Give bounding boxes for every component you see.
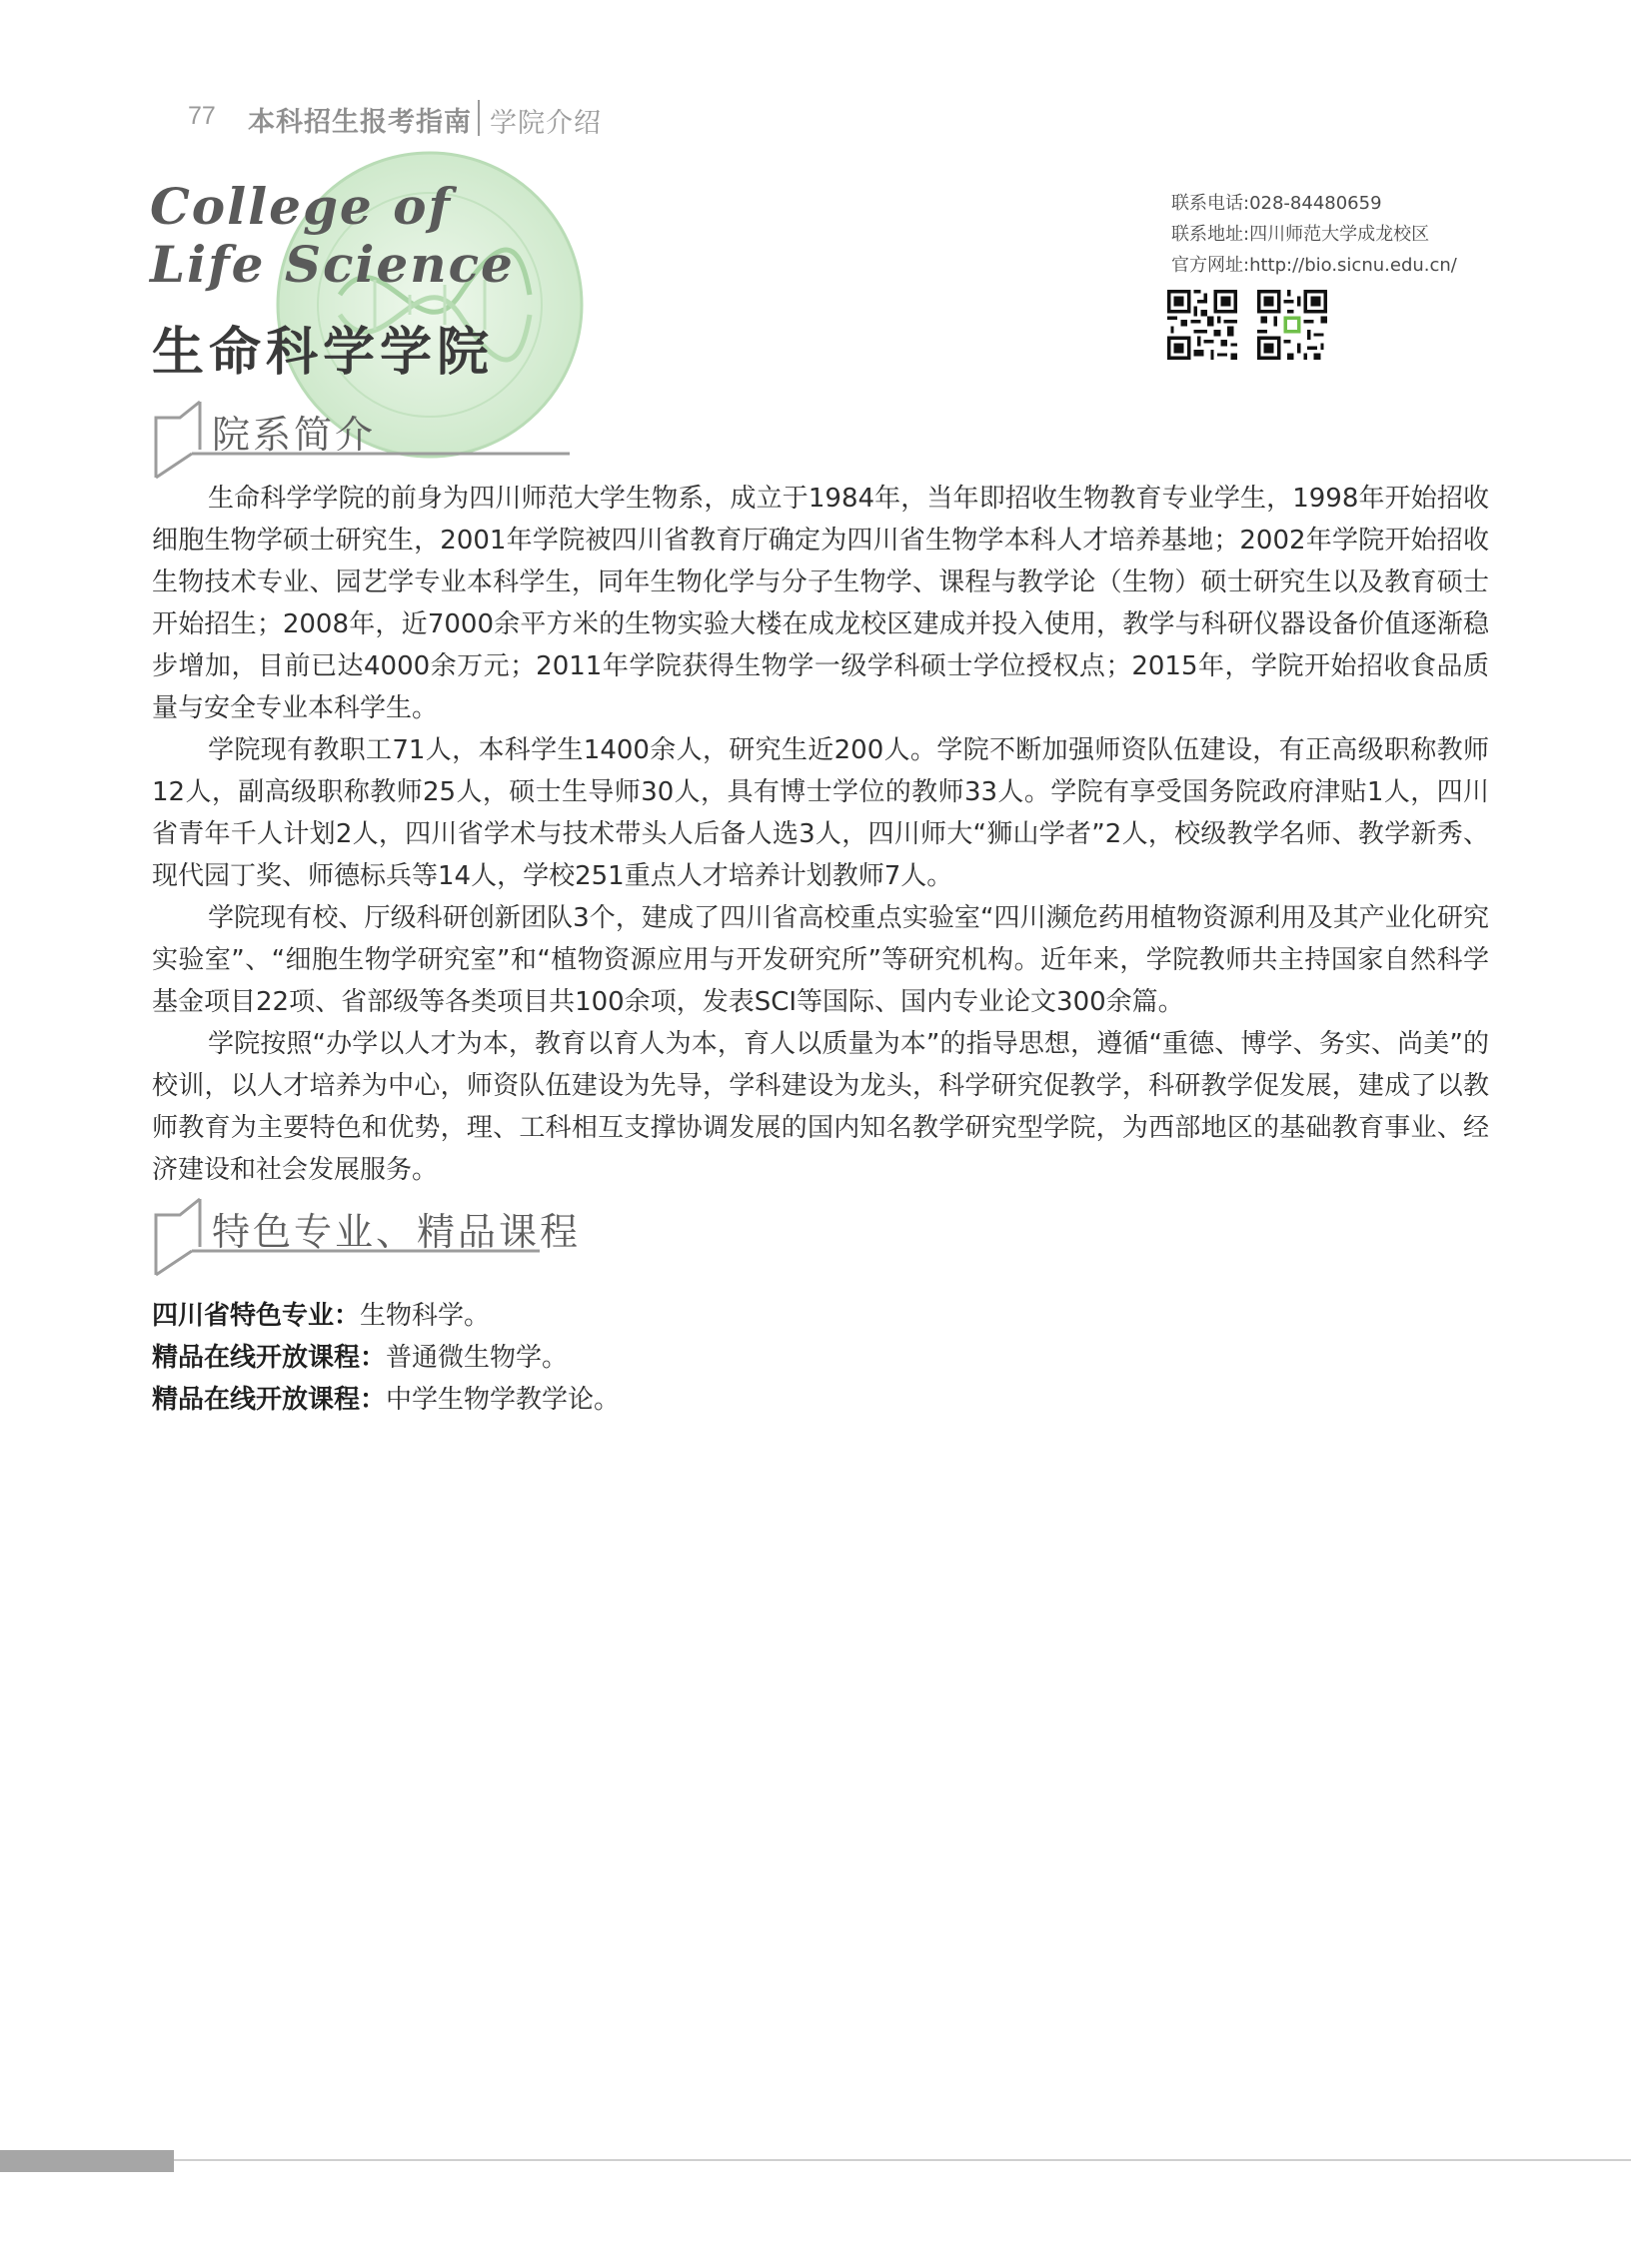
- feature-label: 精品在线开放课程：: [152, 1343, 387, 1373]
- list-item: [152, 1337, 1451, 1379]
- feature-label: 精品在线开放课程：: [152, 1385, 387, 1415]
- feature-value: 中学生物学教学论。: [386, 1385, 621, 1415]
- footer-bar: [0, 2150, 174, 2172]
- section-heading-intro: [150, 392, 570, 482]
- feature-label: 四川省特色专业：: [152, 1301, 361, 1331]
- intro-paragraph: 学院现有教职工71人，本科学生1400余人，研究生近200人。学院不断加强师资队伍建设，有正高级职称教师12人，副高级职称教师25人，硕士生导师30人，具有博士学位的教师33人。学院有享受国务院政府津贴1人，四川省青年千人计划2人，四川省学术与技术带头人后备人选3人，四川师大“狮山学者”2人，校级教学名师、教学新秀、现代园丁奖、师德标兵等14人，学校251重点人才培养计划教师7人。: [152, 735, 1489, 891]
- footer-divider: [174, 2159, 1631, 2161]
- feature-value: 生物科学。: [360, 1301, 491, 1331]
- wechat-qr-code-icon: [1257, 290, 1327, 360]
- college-name-en-line2: Life Science: [150, 235, 515, 294]
- college-name-cn: 生命科学学院: [152, 323, 495, 383]
- college-name-en: [150, 178, 515, 294]
- section-tag: 学院介绍: [490, 108, 602, 139]
- section-title: 院系简介: [212, 413, 377, 457]
- section-heading-features: [150, 1189, 582, 1279]
- college-name-en-line1: College of: [150, 177, 452, 236]
- header-divider: [478, 100, 480, 136]
- contact-website[interactable]: 官方网址:http://bio.sicnu.edu.cn/: [1171, 255, 1457, 276]
- intro-paragraph: 学院现有校、厅级科研创新团队3个，建成了四川省高校重点实验室“四川濒危药用植物资源利用及其产业化研究实验室”、“细胞生物学研究室”和“植物资源应用与开发研究所”等研究机构。近年来，学院教师共主持国家自然科学基金项目22项、省部级等各类项目共100余项，发表SCI等国际、国内专业论文300余篇。: [152, 903, 1489, 1017]
- qr-code-icon: [1167, 290, 1237, 360]
- intro-paragraph: 生命科学学院的前身为四川师范大学生物系，成立于1984年，当年即招收生物教育专业学生，1998年开始招收细胞生物学硕士研究生，2001年学院被四川省教育厅确定为四川省生物学本科人才培养基地；2002年学院开始招收生物技术专业、园艺学专业本科学生，同年生物化学与分子生物学、课程与教学论（生物）硕士研究生以及教育硕士开始招生；2008年，近7000余平方米的生物实验大楼在成龙校区建成并投入使用，教学与科研仪器设备价值逐渐稳步增加，目前已达4000余万元；2011年学院获得生物学一级学科硕士学位授权点；2015年，学院开始招收食品质量与安全专业本科学生。: [152, 484, 1489, 723]
- contact-phone: 联系电话:028-84480659: [1171, 193, 1382, 214]
- list-item: [152, 1295, 1451, 1337]
- guide-title: 本科招生报考指南: [248, 107, 472, 138]
- page-number: 77: [188, 102, 216, 130]
- feature-value: 普通微生物学。: [386, 1343, 569, 1373]
- contact-address: 联系地址:四川师范大学成龙校区: [1171, 224, 1430, 245]
- intro-text: [152, 478, 1489, 1191]
- features-list: [152, 1295, 1451, 1421]
- list-item: [152, 1379, 1451, 1421]
- intro-paragraph: 学院按照“办学以人才为本，教育以育人为本，育人以质量为本”的指导思想，遵循“重德、博学、务实、尚美”的校训，以人才培养为中心，师资队伍建设为先导，学科建设为龙头，科学研究促教学，科研教学促发展，建成了以教师教育为主要特色和优势，理、工科相互支撑协调发展的国内知名教学研究型学院，为西部地区的基础教育事业、经济建设和社会发展服务。: [152, 1029, 1489, 1185]
- contact-info: [1171, 188, 1611, 281]
- section-title: 特色专业、精品课程: [212, 1210, 582, 1254]
